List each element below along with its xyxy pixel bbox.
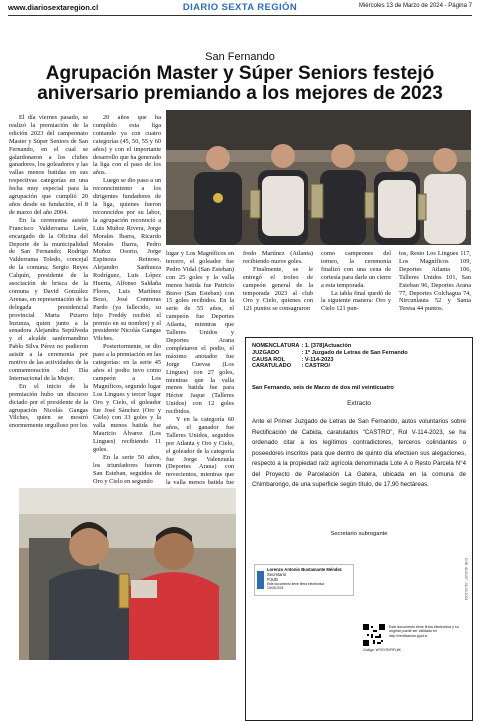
article-paragraph: tos, Resto Los Lingues 117, Los Magníficos 109, Deportes Atlanta 106, Talleres Unidos 101, San Esteban 96, Deportes Arana 77, Deportes Colchagua 74, Nircunlauta 52 y Santa Teresa 44 puntos. (399, 250, 471, 313)
article-column-2 (93, 114, 161, 486)
legal-value: : CASTRO/ (301, 363, 331, 370)
article-column-4 (243, 250, 313, 313)
site-url[interactable]: www.diariosextaregion.cl (8, 3, 99, 12)
article-paragraph: fredo Martínez (Atlanta) recibiendo nueve goles. (243, 250, 313, 265)
article-paragraph: Finalmente, se le entregó el trofeo de campeón general de la temporada 2023 al club Oro y Cielo, quienes con 121 puntos se consagraron (243, 265, 313, 313)
award-photo (19, 488, 236, 660)
signer-date: 13/03/2024 (267, 586, 284, 590)
stamp-logo-icon (257, 571, 264, 589)
article-paragraph: como campeones del torneo, la ceremonia finalizó con una cena de cortesía para darle un cierre a esta temporada. (321, 250, 391, 289)
legal-value: : 1º Juzgado de Letras de San Fernando (301, 349, 408, 356)
legal-key: CAUSA ROL (252, 356, 286, 363)
article-paragraph: El día viernes pasado, se realizó la premiación de la edición 2023 del campeonato Master y Súper Seniors de San Fernando, en el cual se galardonaron a los clubes ganadores, los goleadores y las vallas menos batidas en sus respectivas categorías en una fecha muy especial para la agrupación que cumplió 20 años desde su fundación, el 8 de marzo del año 2004. (9, 114, 88, 216)
verification-code: Código: WYDYSVRFL6K (363, 648, 401, 652)
signer-note: Este documento tiene firma electrónica (267, 582, 324, 586)
qr-code-icon (363, 624, 385, 646)
article-column-3 (166, 250, 234, 495)
issue-date: Miércoles 13 de Marzo de 2024 - Página 7 (358, 3, 472, 9)
article-paragraph: 20 años que ha cumplido esta liga contando ya con cuatro categorías (45, 50, 55 y 60 años) y con el importante desarrollo que ha generado la liga con el paso de los años. (93, 114, 162, 177)
signer-role: Secretario (267, 572, 287, 577)
legal-value: : 1. [378]Actuación (301, 343, 352, 349)
article-paragraph: Y en la categoría 60 años, el ganador fue Talleres Unidos, seguidos por Atlanta y Oro y Cielo, el goleador de la categoría fue Jorge Valenzuela (Deportes Arana) con novecientos, mientras que la valla menos batida fue (166, 416, 234, 487)
signature-stamp (254, 564, 354, 596)
signer-org: PJUD (267, 577, 278, 582)
article-paragraph: Luego se dio paso a un reconocimiento a los dirigentes fundadores de la liga, quienes fueron reconocidos por su labor, la agrupación reconoció a Luis Muñoz Rivera, Jorge Morales Ibarra, Ricardo Morales Ibarra, Pedro Muñoz Osorio, Jorge Espinoza Reinoso, Alejandro Sanhueza Rodríguez, Luis López Huerta, Alfonso Saldaña Flores, Luis Martínez Bozo, José Contreras Pardo (ya fallecido, su hijo Freddy recibió el premio en su nombre) y el presidente Nicolás Gangas Vilches. (93, 177, 161, 343)
legal-key: CARATULADO (252, 363, 292, 370)
article-headline: Agrupación Master y Súper Seniors festejó aniversario premiando a los mejores de 2023 (37, 63, 443, 104)
legal-metadata (252, 343, 410, 370)
article-paragraph: La tabla final quedó de la siguiente manera: Oro y Cielo 121 pun- (321, 289, 391, 313)
side-code: CVE: 4115157 - 06-03-2024 (464, 558, 468, 601)
legal-notice (245, 337, 473, 721)
legal-place-date: San Fernando, seis de Marzo de dos mil veinticuatro (252, 385, 394, 391)
article-kicker: San Fernando (205, 51, 275, 63)
article-column-5 (321, 250, 391, 313)
article-paragraph: En el inicio de la premiación hubo un discurso dictado por el presidente de la agrupación Nicolás Gangas Vilches, quien se mostró enormemente orgulloso por los (9, 382, 88, 430)
article-paragraph: Posteriormente, se dio paso a la premiación en las categorías: en la serie 45 años el podio tuvo como campeón a Los Magníficos, segundo lugar Los Lingues y tercer lugar Oro y Cielo, el goleador fue José Sánchez (Oro y Cielo) con 33 goles y la valla menos batida fue Mauricio Álvarez (Los Lingues) recibiendo 11 goles. (93, 343, 162, 454)
article-paragraph: En la serie 50 años, los triunfadores fueron San Esteban, seguidos de Oro y Cielo en segundo (93, 453, 161, 485)
legal-heading: Extracto (347, 400, 371, 407)
group-photo (166, 110, 471, 245)
header-rule (8, 15, 472, 16)
legal-key: NOMENCLATURA (252, 343, 300, 349)
legal-key: JUZGADO (252, 349, 280, 356)
article-column-1 (9, 114, 88, 430)
legal-signature-label: Secretario subrogante (330, 531, 388, 537)
article-paragraph: En la ceremonia asistió Francisco Valderrama León, encargado de la Oficina del Deporte de la municipalidad de San Fernando; Rodrigo Valderrama Toledo, concejal de la comuna; Sergio Reyes Calquín, presidente de la asociación de brisca de la comuna y David González Arenas, en representación de la delegada presidencial provincial Marta Pizarro Inzunza, quien junto a la senadora Alejandra Sepúlveda y el alcalde sanfernandino Pablo Silva Pérez no pudieron asistir a la ceremonia por motivo de las actividades de la conmemoración del Día Internacional de la Mujer. (9, 216, 88, 382)
legal-value: : V-114-2023 (301, 356, 334, 363)
newspaper-brand: DIARIO SEXTA REGIÓN (182, 2, 298, 13)
article-paragraph: lugar y Los Magníficos en tercero, el goleador fue Pedro Vidal (San Esteban) con 25 goles y la valla menos batida fue Patricio Bravo (San Esteban) con 15 goles recibidos. En la serie de 55 años, el campeón fue Deportes Atlanta, mientras que Talleres Unidos y Deportes Arana completaron el podio, el máximo anotador fue Jorge Cuevas (Los Lingues) con 27 goles, mientras que la valla menos batida fue para Héctor Jaque (Talleres Unidos) con 12 goles recibidos. (166, 250, 234, 416)
article-column-6 (399, 250, 471, 313)
signer-name: Lorenzo Antonio Bustamante Méndez (267, 567, 342, 572)
verification-note: Este documento tiene firma electrónica y su original puede ser validado en http://verificacion.pjud.cl (389, 625, 459, 638)
legal-body: Ante el Primer Juzgado de Letras de San Fernando, autos voluntarios sobre Rectificación de Cabida, caratulados "CASTRO", Rol V-114-2023, se ha ordenado citar a los legítimos contradictores, terceros colindantes o poseedores inscritos para que dentro de quinto día efectúen sus alegaciones, respecto a la propiedad raíz agrícola denominada Lote A o Resto Parcela N°4 del Proyecto de Parcelación La Gatera, ubicada en la comuna de Chimbarongo, de una superficie según título, de 17,90 hectáreas. (252, 418, 466, 488)
